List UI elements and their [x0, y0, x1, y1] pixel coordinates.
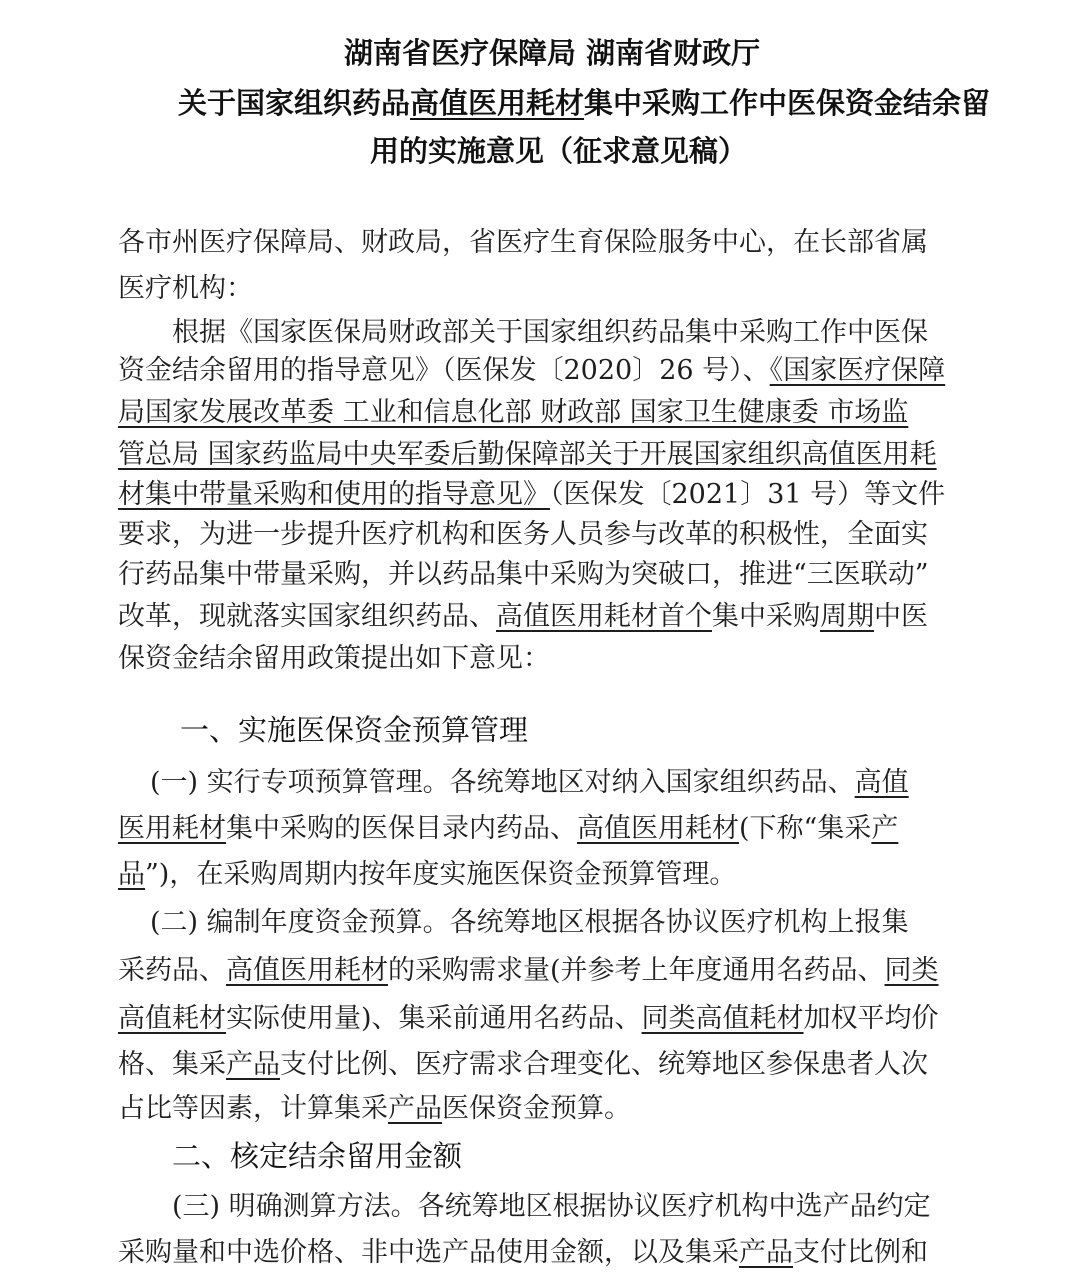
- paragraph-text: 改革，现就落实国家组织药品、: [118, 601, 496, 632]
- paragraph-text: 格、集采: [118, 1049, 226, 1080]
- preamble-line-6: [118, 518, 928, 552]
- underlined-text: 高值医用耗材: [577, 813, 739, 844]
- paragraph-text: 保资金结余留用政策提出如下意见：: [118, 643, 550, 674]
- salutation-line-1: [118, 226, 928, 260]
- underlined-text: 管总局 国家药监局中央军委后勤保障部关于开展国家组织高值医用耗: [118, 439, 937, 470]
- paragraph-text: 采购量和中选价格、非中选产品使用金额，以及集采: [118, 1237, 739, 1268]
- item-2-line-4: [118, 1048, 928, 1082]
- title-line-1: [344, 36, 760, 70]
- preamble-line-3: [118, 396, 908, 430]
- paragraph-text: 支付比例和: [793, 1237, 928, 1268]
- item-3-line-2: [118, 1236, 928, 1270]
- paragraph-text: （医保发〔2021〕31 号）等文件: [550, 479, 946, 510]
- preamble-line-5: [118, 478, 945, 512]
- paragraph-text: 集中采购的医保目录内药品、: [226, 813, 577, 844]
- paragraph-text: 资金结余留用的指导意见》（医保发〔2020〕26 号）、: [118, 355, 770, 386]
- underlined-text: 周期: [820, 601, 874, 632]
- paragraph-text: (一) 实行专项预算管理。各统筹地区对纳入国家组织药品、: [150, 767, 855, 798]
- underlined-text: 产品: [739, 1237, 793, 1268]
- section-heading-1: [180, 712, 528, 748]
- section-heading-text: 一、实施医保资金预算管理: [180, 713, 529, 747]
- paragraph-text: 支付比例、医疗需求合理变化、统筹地区参保患者人次: [280, 1049, 928, 1080]
- underlined-text: 同类: [884, 955, 939, 986]
- item-2-line-3: [118, 1002, 939, 1036]
- paragraph-text: 医保资金预算。: [442, 1093, 631, 1124]
- paragraph-text: 加权平均价: [803, 1003, 939, 1034]
- salutation-line-2: [118, 272, 253, 306]
- underlined-text: 高值耗材: [118, 1003, 226, 1034]
- paragraph-text: 行药品集中带量采购，并以药品集中采购为突破口，推进“三医联动”: [118, 559, 929, 590]
- underlined-text: 《国家医疗保障: [769, 355, 946, 386]
- title-line-2: [178, 86, 990, 120]
- underlined-text: 产品: [388, 1093, 442, 1124]
- paragraph-text: (下称“集采: [739, 813, 872, 844]
- underlined-text: 品: [118, 859, 145, 890]
- underlined-text: 局国家发展改革委 工业和信息化部 财政部 国家卫生健康委 市场监: [118, 397, 909, 428]
- preamble-line-1: [172, 316, 928, 350]
- preamble-line-7: [118, 558, 929, 592]
- title-text: 用的实施意见（征求意见稿）: [370, 134, 748, 168]
- section-heading-2: [172, 1138, 462, 1174]
- paragraph-text: ”)，在采购周期内按年度实施医保资金预算管理。: [145, 859, 737, 890]
- item-2-line-5: [118, 1092, 631, 1126]
- paragraph-text: 要求，为进一步提升医疗机构和医务人员参与改革的积极性，全面实: [118, 519, 928, 550]
- underlined-text: 材集中带量采购和使用的指导意见》: [118, 479, 550, 510]
- title-text: 集中采购工作中医保资金结余留: [584, 86, 991, 120]
- section-heading-text: 二、核定结余留用金额: [172, 1139, 463, 1173]
- salutation-text: 医疗机构：: [118, 273, 253, 304]
- paragraph-text: (二) 编制年度资金预算。各统筹地区根据各协议医疗机构上报集: [150, 907, 909, 938]
- item-1-line-2: [118, 812, 898, 846]
- underlined-text: 产品: [226, 1049, 280, 1080]
- paragraph-text: 根据《国家医保局财政部关于国家组织药品集中采购工作中医保: [172, 317, 928, 348]
- preamble-line-9: [118, 642, 550, 676]
- item-1-line-1: [150, 766, 909, 800]
- underlined-text: 产: [871, 813, 899, 844]
- underlined-text: 高值医用耗材首个: [496, 601, 712, 632]
- paragraph-text: (三) 明确测算方法。各统筹地区根据协议医疗机构中选产品约定: [172, 1191, 931, 1222]
- paragraph-text: 实际使用量)、集采前通用名药品、: [226, 1003, 642, 1034]
- item-1-line-3: [118, 858, 736, 892]
- title-issuers: 湖南省医疗保障局 湖南省财政厅: [344, 36, 761, 70]
- underlined-text: 同类高值耗材: [641, 1003, 804, 1034]
- item-3-line-1: [172, 1190, 931, 1224]
- title-line-3: [370, 134, 747, 168]
- preamble-line-2: [118, 354, 945, 388]
- preamble-line-4: [118, 438, 937, 472]
- item-2-line-1: [150, 906, 909, 940]
- preamble-line-8: [118, 600, 928, 634]
- item-2-line-2: [118, 954, 939, 988]
- paragraph-text: 的采购需求量(并参考上年度通用名药品、: [388, 955, 885, 986]
- underlined-text: 高值医用耗材: [226, 955, 388, 986]
- underlined-text: 高值: [854, 767, 909, 798]
- title-underlined-text: 高值医用耗材: [410, 86, 585, 120]
- salutation-text: 各市州医疗保障局、财政局，省医疗生育保险服务中心，在长部省属: [118, 227, 928, 258]
- underlined-text: 医用耗材: [118, 813, 226, 844]
- title-text: 关于国家组织药品: [178, 86, 411, 120]
- paragraph-text: 占比等因素，计算集采: [118, 1093, 388, 1124]
- paragraph-text: 集中采购: [712, 601, 820, 632]
- paragraph-text: 采药品、: [118, 955, 226, 986]
- paragraph-text: 中医: [874, 601, 928, 632]
